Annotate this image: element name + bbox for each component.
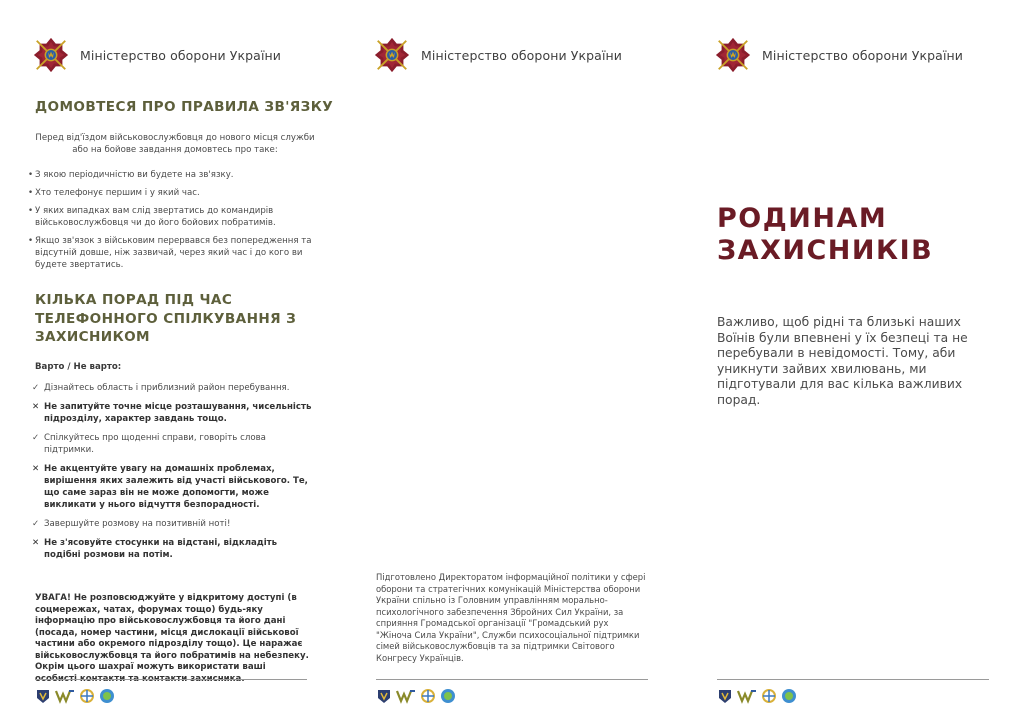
partner-logo-3-icon [420,688,436,704]
cover-lead-text: Важливо, щоб рідні та близькі наших Воїнів були впевнені у їх безпеці та не перебували в невідомості. Тому, аби уникнути зайвих хвилювань, ми підготували для вас кілька важливих порад. [717,315,968,407]
partner-logo-4-icon [99,688,115,704]
credits-text: Підготовлено Директоратом інформаційної політики у сфері оборони та стратегічних комунікацій Міністерства оборони України спільно із Головним управлінням морально-психологічного забезпечення Збройних Сил України, за сприяння Громадської організації "Громадський рух "Жіноча Сила України", Служби психосоціальної підтримки сімей військовослужбовців та за підтримки Світового Конгресу Українців. [376,572,646,663]
cross-icon: ✕ [32,538,40,548]
footer-divider [717,679,989,680]
partner-logos [35,688,115,704]
panel-left [0,0,341,725]
partner-logo-4-icon [440,688,456,704]
partner-logo-2-icon [55,688,75,704]
list-item: • Хто телефонує першим і у який час. [28,187,313,199]
list-item: • У яких випадках вам слід звертатись до командирів військовослужбовця чи до його бойових побратимів. [28,205,313,229]
list-item: • З якою періодичністю ви будете на зв'язку. [28,169,313,181]
ministry-emblem-icon [714,36,752,74]
partner-logo-2-icon [396,688,416,704]
tip-item: ✕ Не акцентуйте увагу на домашніх проблемах, вирішення яких залежить від участі військового. Те, що саме зараз він не може допомогти, може викликати у нього відчуття безпорадності. [32,464,308,510]
header [373,36,622,74]
tip-item: ✕ Не з'ясовуйте стосунки на відстані, відкладіть подібні розмови на потім. [32,538,278,560]
cover-title-line-1: РОДИНАМ [717,203,888,234]
rules-list [28,169,313,277]
do-dont-label: Варто / Не варто: [35,362,122,372]
ministry-name: Міністерство оборони України [421,47,623,63]
partner-logo-2-icon [737,688,757,704]
tips-list [32,382,312,568]
tip-item: ✕ Не запитуйте точне місце розташування, чисельність підрозділу, характер завдань тощо. [32,402,312,424]
partner-logo-1-icon [35,688,51,704]
partner-logo-3-icon [79,688,95,704]
check-icon: ✓ [32,519,40,529]
partner-logos [717,688,797,704]
cover-title [717,203,933,267]
panel-middle [341,0,682,725]
partner-logo-4-icon [781,688,797,704]
ministry-emblem-icon [32,36,70,74]
partner-logo-1-icon [717,688,733,704]
check-icon: ✓ [32,433,40,443]
cover-title-line-2: ЗАХИСНИКІВ [717,235,934,266]
check-icon: ✓ [32,383,40,393]
tip-item: ✓ Спілкуйтесь про щоденні справи, говоріть слова підтримки. [32,433,266,455]
footer-divider [376,679,648,680]
partner-logos [376,688,456,704]
section-title-communication-rules: ДОМОВТЕСЯ ПРО ПРАВИЛА ЗВ'ЯЗКУ [35,99,334,115]
partner-logo-1-icon [376,688,392,704]
ministry-name: Міністерство оборони України [80,47,282,63]
intro-text: Перед від'їздом військовослужбовця до нового місця служби або на бойове завдання домовтесь про таке: [35,133,315,155]
warning-text: УВАГА! Не розповсюджуйте у відкритому доступі (в соцмережах, чатах, форумах тощо) будь-яку інформацію про військовослужбовця та його дані (посада, номер частини, місця дислокації військової частини або окремого підрозділу тощо). Це наражає військовослужбовця та його побратимів на небезпеку. Окрім цього шахраї можуть використати ваші [35,593,309,672]
tip-item: ✓ Дізнайтесь область і приблизний район перебування. [32,383,290,393]
section-title-phone-tips: КІЛЬКА ПОРАД ПІД ЧАС ТЕЛЕФОННОГО СПІЛКУВАННЯ З ЗАХИСНИКОМ [35,292,297,345]
ministry-emblem-icon [373,36,411,74]
header [714,36,963,74]
list-item: • Якщо зв'язок з військовим перервався без попередження та відсутній довше, ніж зазвичай, через який час і до кого ви будете звертатись. [28,235,313,271]
cross-icon: ✕ [32,402,40,412]
footer-divider [35,679,307,680]
cross-icon: ✕ [32,464,40,474]
tip-item: ✓ Завершуйте розмову на позитивній ноті! [32,519,231,529]
header [32,36,281,74]
partner-logo-3-icon [761,688,777,704]
ministry-name: Міністерство оборони України [762,47,964,63]
panel-right-cover [682,0,1024,725]
